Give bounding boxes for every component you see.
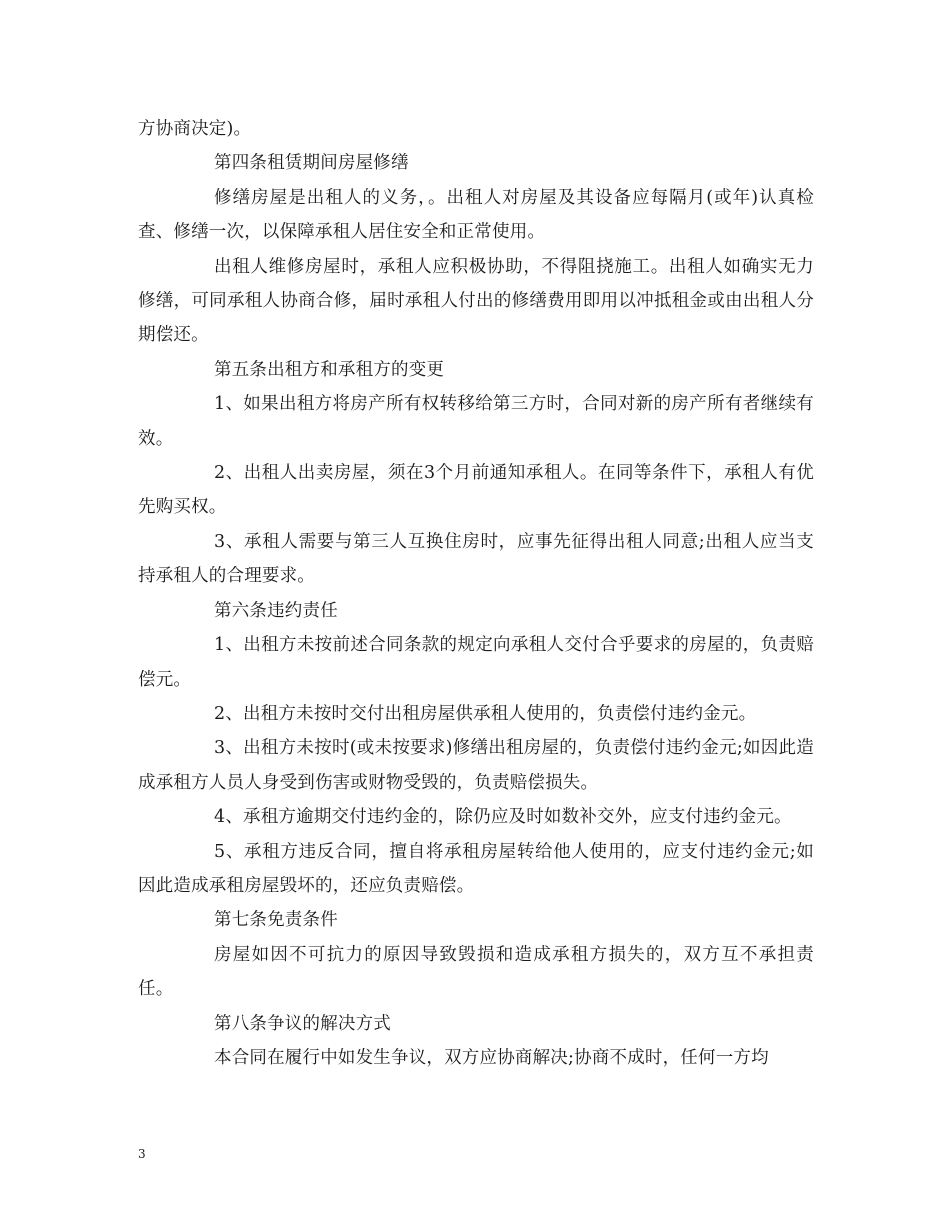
paragraph: 2、出租人出卖房屋，须在3个月前通知承租人。在同等条件下，承租人有优先购买权。: [138, 463, 814, 518]
paragraph: 4、承租方逾期交付违约金的，除仍应及时如数补交外，应支付违约金元。: [214, 807, 792, 828]
paragraph: 房屋如因不可抗力的原因导致毁损和造成承租方损失的，双方互不承担责任。: [138, 944, 814, 1000]
section-heading-article-7: 第七条免责条件: [214, 910, 338, 931]
paragraph: 方协商决定)。: [138, 119, 252, 139]
section-heading-article-8: 第八条争议的解决方式: [214, 1013, 391, 1034]
paragraph: 1、如果出租方将房产所有权转移给第三方时，合同对新的房产所有者继续有效。: [138, 394, 814, 449]
paragraph: 出租人维修房屋时，承租人应积极协助，不得阻挠施工。出租人如确实无力修缮，可同承租人协商合修，届时承租人付出的修缮费用即用以冲抵租金或由出租人分期偿还。: [138, 256, 814, 346]
section-heading-article-4: 第四条租赁期间房屋修缮: [214, 153, 409, 174]
page-number: 3: [138, 1147, 146, 1161]
section-heading-article-5: 第五条出租方和承租方的变更: [214, 359, 445, 380]
document-body: [138, 112, 814, 1075]
paragraph: 5、承租方违反合同，擅自将承租房屋转给他人使用的，应支付违约金元;如因此造成承租房屋毁坏的，还应负责赔偿。: [138, 841, 814, 896]
paragraph: 1、出租方未按前述合同条款的规定向承租人交付合乎要求的房屋的，负责赔偿元。: [138, 635, 814, 690]
paragraph: 修缮房屋是出租人的义务，。出租人对房屋及其设备应每隔月(或年)认真检查、修缮一次，以保障承租人居住安全和正常使用。: [138, 187, 814, 243]
paragraph: 3、出租方未按时(或未按要求)修缮出租房屋的，负责偿付违约金元;如因此造成承租方人员人身受到伤害或财物受毁的，负责赔偿损失。: [138, 738, 814, 793]
paragraph: 本合同在履行中如发生争议，双方应协商解决;协商不成时，任何一方均: [214, 1047, 769, 1068]
paragraph: 2、出租方未按时交付出租房屋供承租人使用的，负责偿付违约金元。: [214, 703, 757, 724]
paragraph: 3、承租人需要与第三人互换住房时，应事先征得出租人同意;出租人应当支持承租人的合理要求。: [138, 531, 814, 587]
section-heading-article-6: 第六条违约责任: [214, 600, 338, 621]
